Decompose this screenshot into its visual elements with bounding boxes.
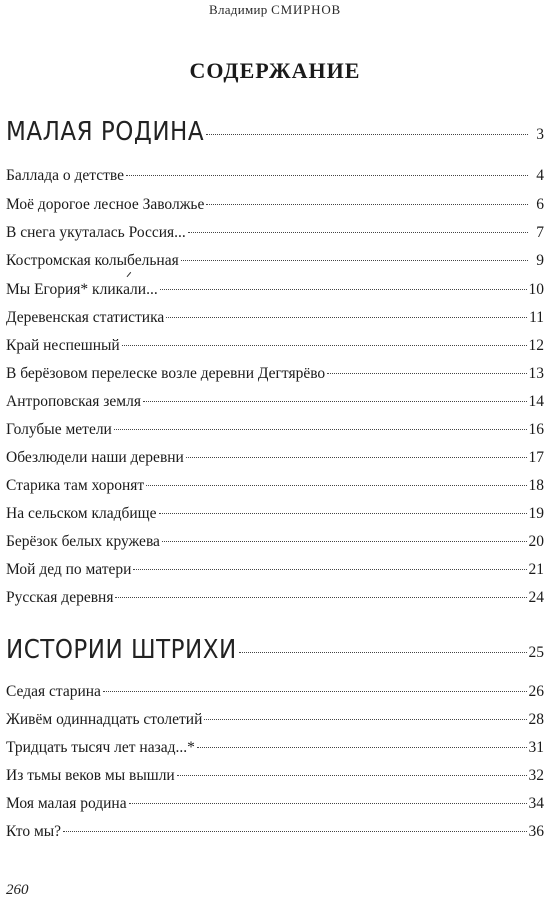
section-title: ИСТОРИИ ШТРИХИ	[6, 635, 237, 665]
entry-title: Антроповская земля	[6, 393, 141, 410]
running-header	[0, 2, 550, 18]
toc-entry[interactable]	[6, 738, 544, 758]
entry-title-part: Мы Егория* клик	[6, 281, 124, 298]
dot-leader	[197, 747, 527, 748]
entry-title: Старика там хоронят	[6, 477, 145, 494]
entry-title: Деревенская статистика	[6, 309, 165, 326]
page-number: 12	[528, 337, 544, 354]
dot-leader	[239, 652, 527, 653]
toc-entry[interactable]	[6, 166, 544, 186]
dot-leader	[162, 541, 527, 542]
toc-entry[interactable]	[6, 308, 544, 328]
dot-leader	[204, 719, 526, 720]
entry-title: Из тьмы веков мы вышли	[6, 767, 175, 784]
toc-entry[interactable]	[6, 766, 544, 786]
toc-entry[interactable]	[6, 195, 544, 215]
page-number: 25	[528, 644, 544, 661]
page-number: 10	[528, 281, 544, 298]
entry-title: Русская деревня	[6, 589, 114, 606]
dot-leader	[159, 513, 527, 514]
page-number: 20	[528, 533, 544, 550]
entry-title	[6, 280, 158, 300]
page-number: 32	[528, 767, 544, 784]
page-number: 11	[529, 309, 544, 326]
entry-title: Седая старина	[6, 683, 101, 700]
dot-leader	[133, 569, 526, 570]
page-number: 19	[528, 505, 544, 522]
dot-leader	[188, 232, 528, 233]
dot-leader	[115, 597, 526, 598]
toc-entry[interactable]	[6, 223, 544, 243]
toc-entry[interactable]	[6, 392, 544, 412]
entry-title: Берёзок белых кружева	[6, 533, 160, 550]
dot-leader	[206, 204, 528, 205]
toc-section-malaya-rodina[interactable]	[6, 117, 544, 147]
entry-title: Костромская колыбельная	[6, 252, 179, 269]
page-number: 34	[528, 795, 544, 812]
dot-leader	[146, 485, 526, 486]
entry-title-part: ли...	[130, 281, 158, 298]
dot-leader	[114, 429, 527, 430]
toc-entry[interactable]	[6, 710, 544, 730]
toc-section-istorii-shtrikhi[interactable]	[6, 635, 544, 665]
page-number: 21	[528, 561, 544, 578]
dot-leader	[122, 345, 527, 346]
toc-entry[interactable]	[6, 448, 544, 468]
entry-title: Моё дорогое лесное Заволжье	[6, 196, 205, 213]
toc-entry[interactable]	[6, 336, 544, 356]
page-number: 3	[536, 126, 544, 143]
page-number: 24	[528, 589, 544, 606]
stressed-letter: а	[123, 281, 131, 298]
toc-entry[interactable]	[6, 822, 544, 842]
dot-leader	[63, 831, 526, 832]
dot-leader	[327, 373, 526, 374]
page-number: 28	[528, 711, 544, 728]
dot-leader	[103, 691, 527, 692]
toc-entry[interactable]	[6, 280, 544, 300]
entry-title: Голубые метели	[6, 421, 112, 438]
toc-entry[interactable]	[6, 251, 544, 271]
entry-title: Баллада о детстве	[6, 167, 125, 184]
dot-leader	[177, 775, 527, 776]
page-folio: 260	[6, 882, 29, 898]
toc-entry[interactable]	[6, 476, 544, 496]
entry-title: На сельском кладбище	[6, 505, 157, 522]
page-number: 6	[536, 196, 544, 213]
author-first-name: Владимир	[208, 2, 268, 17]
toc-entry[interactable]	[6, 560, 544, 580]
page-number: 18	[528, 477, 544, 494]
toc-entry[interactable]	[6, 682, 544, 702]
page-number: 14	[528, 393, 544, 410]
toc-entry[interactable]	[6, 794, 544, 814]
page-number: 36	[528, 823, 544, 840]
entry-title: Мой дед по матери	[6, 561, 132, 578]
page-number: 4	[536, 167, 544, 184]
page-number: 26	[528, 683, 544, 700]
entry-title: В берёзовом перелеске возле деревни Дегтярёво	[6, 365, 326, 382]
page-number: 13	[528, 365, 544, 382]
dot-leader	[206, 134, 528, 135]
entry-title: Тридцать тысяч лет назад...*	[6, 739, 195, 756]
dot-leader	[181, 260, 528, 261]
toc-entry[interactable]	[6, 588, 544, 608]
page-number: 17	[528, 449, 544, 466]
toc-title: СОДЕРЖАНИЕ	[189, 58, 361, 83]
dot-leader	[126, 175, 528, 176]
page-number: 7	[536, 224, 544, 241]
dot-leader	[129, 803, 527, 804]
page-number: 31	[528, 739, 544, 756]
dot-leader	[186, 457, 527, 458]
page-number: 9	[536, 252, 544, 269]
entry-title: Край неспешный	[6, 337, 120, 354]
entry-title: Обезлюдели наши деревни	[6, 449, 184, 466]
toc-entry[interactable]	[6, 364, 544, 384]
dot-leader	[143, 401, 527, 402]
toc-entry[interactable]	[6, 504, 544, 524]
entry-title: Моя малая родина	[6, 795, 127, 812]
entry-title: Кто мы?	[6, 823, 62, 840]
entry-title: В снега укуталась Россия...	[6, 224, 186, 241]
page-number: 16	[528, 421, 544, 438]
author-last-name: СМИРНОВ	[271, 2, 342, 17]
dot-leader	[160, 289, 527, 290]
entry-title: Живём одиннадцать столетий	[6, 711, 203, 728]
dot-leader	[166, 317, 527, 318]
toc-entry[interactable]	[6, 532, 544, 552]
toc-entry[interactable]	[6, 420, 544, 440]
section-title: МАЛАЯ РОДИНА	[6, 117, 205, 147]
